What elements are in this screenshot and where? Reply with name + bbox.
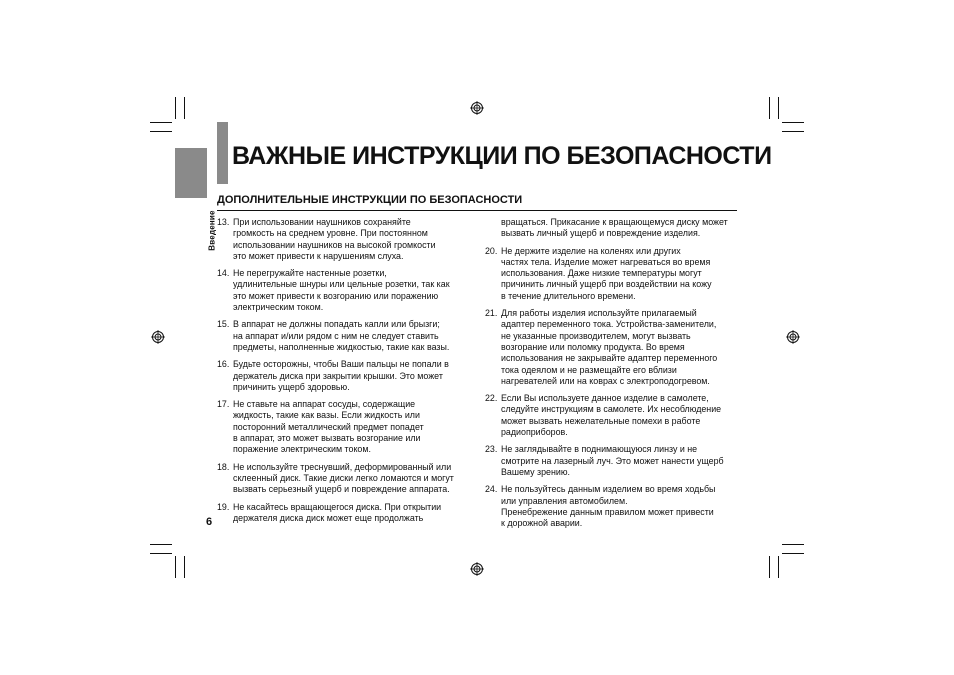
crop-mark (184, 556, 185, 578)
list-item (217, 462, 472, 496)
item-number: 23. (485, 444, 498, 455)
list-item (217, 268, 472, 313)
crop-mark (150, 122, 172, 123)
item-number: 17. (217, 399, 230, 410)
item-text: Для работы изделия используйте прилагаемый адаптер переменного тока. Устройства-заменители, не указанные производителем, могут вызвать возгорание или поломку продукта. Во время использования не закрывайте адаптер переменного тока одеялом и не размещайте его вблизи нагревателей или на коврах с электроподогревом. (501, 308, 718, 386)
crop-mark (769, 97, 770, 119)
list-item (217, 217, 472, 262)
registration-mark-icon (470, 101, 484, 115)
item-number: 16. (217, 359, 230, 370)
item-number: 24. (485, 484, 498, 495)
item-number: 15. (217, 319, 230, 330)
crop-mark (175, 556, 176, 578)
item-text: Если Вы используете данное изделие в самолете, следуйте инструкциям в самолете. Их несоблюдение может вызвать нежелательные помехи в работе радиоприборов. (501, 393, 722, 438)
item-number: 18. (217, 461, 230, 472)
title-accent-bar (217, 122, 228, 184)
registration-mark-icon (470, 562, 484, 576)
crop-mark (782, 553, 804, 554)
registration-mark-icon (786, 330, 800, 344)
item-text: Не касайтесь вращающегося диска. При открытии держателя диска диск может еще продолжать (233, 501, 442, 523)
crop-mark (782, 122, 804, 123)
section-label: Введение (207, 210, 217, 251)
item-text: В аппарат не должны попадать капли или брызги; на аппарат и/или рядом с ним не следует ставить предметы, наполненные жидкостью, такие как вазы. (233, 319, 450, 352)
list-item (217, 319, 472, 353)
right-column (485, 217, 740, 535)
crop-mark (150, 131, 172, 132)
crop-mark (769, 556, 770, 578)
item-number: 19. (217, 501, 230, 512)
item-text: Не ставьте на аппарат сосуды, содержащие жидкость, такие как вазы. Если жидкость или посторонний металлический предмет попадет в аппарат, это может вызвать возгорание или поражение электрическим током. (233, 399, 424, 455)
item-text: Не перегружайте настенные розетки, удлинительные шнуры или цельные розетки, так как это может привести к возгоранию или поражению электрическим током. (233, 268, 450, 313)
crop-mark (782, 131, 804, 132)
item-text: При использовании наушников сохраняйте громкость на среднем уровне. При постоянном использовании наушников на высокой громкости это может привести к нарушениям слуха. (233, 217, 436, 261)
item-text: Будьте осторожны, чтобы Ваши пальцы не попали в держатель диска при закрытии крышки. Это может причинить ущерб здоровью. (233, 359, 449, 392)
list-item (485, 484, 740, 529)
list-item (485, 393, 740, 438)
item-text: Не заглядывайте в поднимающуюся линзу и не смотрите на лазерный луч. Это может нанести ущерб Вашему зрению. (501, 444, 724, 477)
page-number: 6 (206, 516, 213, 528)
list-item (485, 444, 740, 478)
left-column (217, 217, 472, 530)
crop-mark (150, 553, 172, 554)
divider (217, 210, 737, 211)
item-number: 14. (217, 268, 230, 279)
item-continuation: вращаться. Прикасание к вращающемуся диску может вызвать личный ущерб и повреждение изделия. (501, 217, 728, 239)
crop-mark (175, 97, 176, 119)
crop-mark (184, 97, 185, 119)
item-number: 21. (485, 308, 498, 319)
registration-mark-icon (151, 330, 165, 344)
item-text: Не используйте треснувший, деформированный или склеенный диск. Такие диски легко ломаются и могут вызвать серьезный ущерб и повреждение аппарата. (233, 461, 454, 495)
section-subtitle: ДОПОЛНИТЕЛЬНЫЕ ИНСТРУКЦИИ ПО БЕЗОПАСНОСТИ (217, 194, 523, 206)
list-item (485, 246, 740, 302)
crop-mark (778, 97, 779, 119)
list-item (485, 308, 740, 387)
list-item (217, 502, 472, 525)
item-number: 22. (485, 393, 498, 404)
item-text: Не пользуйтесь данным изделием во время ходьбы или управления автомобилем. Пренебрежение данным правилом может привести к дорожной аварии. (501, 484, 716, 529)
list-item (217, 399, 472, 455)
crop-mark (150, 544, 172, 545)
section-tab (175, 148, 207, 198)
crop-mark (778, 556, 779, 578)
item-text: Не держите изделие на коленях или других частях тела. Изделие может нагреваться во время использования. Даже низкие температуры могут причинить личный ущерб при воздействии на кожу в течение длительного времени. (501, 245, 712, 301)
list-item (217, 359, 472, 393)
item-number: 13. (217, 217, 230, 227)
item-number: 20. (485, 245, 498, 256)
crop-mark (782, 544, 804, 545)
page-title: ВАЖНЫЕ ИНСТРУКЦИИ ПО БЕЗОПАСНОСТИ (232, 142, 772, 170)
